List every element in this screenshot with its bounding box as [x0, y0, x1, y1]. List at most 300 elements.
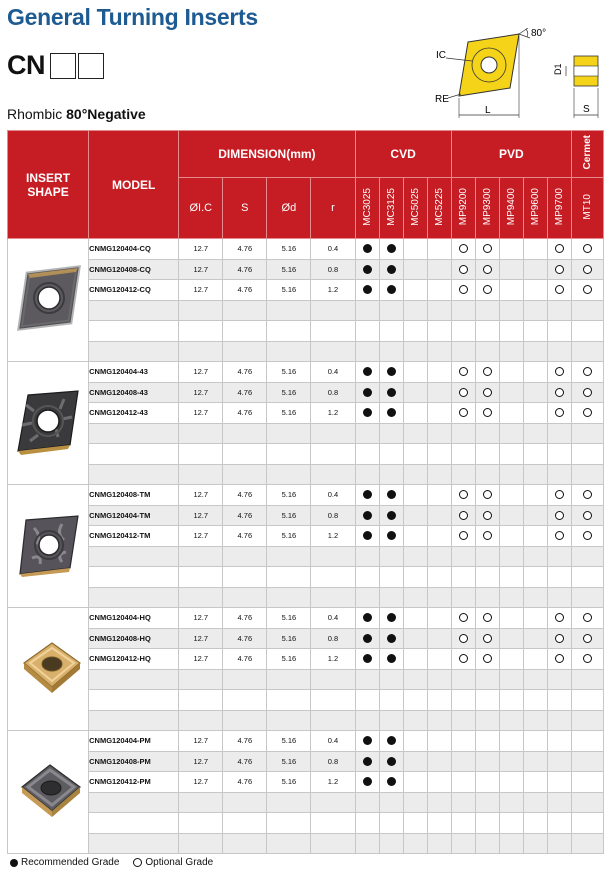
- grade-cell: [547, 362, 571, 383]
- dimension-cell: [223, 690, 267, 711]
- dimension-cell: [179, 690, 223, 711]
- grade-col-header: MP9200: [451, 178, 475, 239]
- grade-cell: [451, 751, 475, 772]
- grade-cell: [379, 526, 403, 547]
- dimension-cell: [179, 833, 223, 854]
- model-cell: CNMG120412-CQ: [89, 280, 179, 301]
- grade-cell: [523, 382, 547, 403]
- grade-cell: [451, 567, 475, 588]
- grade-cell: [475, 751, 499, 772]
- grade-cell: [547, 710, 571, 731]
- legend-recommended: Recommended Grade: [10, 857, 119, 868]
- dimension-cell: [267, 813, 311, 834]
- recommended-dot-icon: [363, 265, 372, 274]
- recommended-dot-icon: [387, 757, 396, 766]
- grade-cell: [571, 300, 603, 321]
- optional-circle-icon: [583, 388, 592, 397]
- dimension-cell: 5.16: [267, 362, 311, 383]
- shape-name: Rhombic: [7, 106, 63, 122]
- dimension-cell: [179, 710, 223, 731]
- grade-cell: [451, 280, 475, 301]
- dimension-cell: 12.7: [179, 382, 223, 403]
- grade-cell: [379, 546, 403, 567]
- dim-col-header: S: [223, 178, 267, 239]
- grade-cell: [403, 567, 427, 588]
- grade-cell: [427, 485, 451, 506]
- grade-cell: [523, 772, 547, 793]
- dimension-cell: [311, 321, 355, 342]
- grade-cell: [451, 792, 475, 813]
- insert-hq-icon: [8, 608, 89, 731]
- grade-cell: [403, 751, 427, 772]
- grade-cell: [379, 485, 403, 506]
- dimension-cell: 5.16: [267, 280, 311, 301]
- grade-cell: [523, 833, 547, 854]
- optional-circle-icon: [459, 654, 468, 663]
- grade-cell: [499, 423, 523, 444]
- grade-cell: [379, 751, 403, 772]
- empty-row: [8, 669, 604, 690]
- recommended-dot-icon: [387, 367, 396, 376]
- dimension-cell: 5.16: [267, 731, 311, 752]
- table-row: [8, 751, 604, 772]
- grade-cell: [355, 259, 379, 280]
- table-row: [8, 280, 604, 301]
- grade-cell: [523, 341, 547, 362]
- grade-cell: [475, 403, 499, 424]
- grade-cell: [547, 464, 571, 485]
- grade-cell: [547, 239, 571, 260]
- dimension-cell: [267, 587, 311, 608]
- grade-cell: [379, 259, 403, 280]
- dimension-cell: 4.76: [223, 382, 267, 403]
- grade-cell: [379, 792, 403, 813]
- dimension-cell: 4.76: [223, 649, 267, 670]
- dimension-cell: [267, 546, 311, 567]
- grade-cell: [427, 464, 451, 485]
- grade-cell: [475, 321, 499, 342]
- dimension-cell: 12.7: [179, 649, 223, 670]
- grade-cell: [403, 669, 427, 690]
- grade-cell: [547, 382, 571, 403]
- dimension-cell: 5.16: [267, 526, 311, 547]
- dimension-cell: 4.76: [223, 751, 267, 772]
- dimension-cell: [179, 587, 223, 608]
- page-title: General Turning Inserts: [7, 4, 258, 30]
- grade-cell: [355, 526, 379, 547]
- model-cell: [89, 792, 179, 813]
- grade-cell: [571, 587, 603, 608]
- l-label: L: [485, 105, 491, 116]
- optional-circle-icon: [555, 388, 564, 397]
- grade-cell: [475, 259, 499, 280]
- recommended-dot-icon: [387, 511, 396, 520]
- optional-circle-icon: [483, 613, 492, 622]
- grade-cell: [403, 833, 427, 854]
- dimension-cell: 5.16: [267, 649, 311, 670]
- dimension-cell: 5.16: [267, 772, 311, 793]
- grade-cell: [451, 608, 475, 629]
- grade-cell: [499, 362, 523, 383]
- dimension-cell: [179, 813, 223, 834]
- dimension-cell: [223, 423, 267, 444]
- grade-cell: [427, 300, 451, 321]
- dimension-cell: 12.7: [179, 239, 223, 260]
- optional-circle-icon: [459, 265, 468, 274]
- grade-cell: [403, 444, 427, 465]
- dimension-cell: 5.16: [267, 608, 311, 629]
- grade-cell: [499, 280, 523, 301]
- optional-circle-icon: [555, 511, 564, 520]
- dimension-cell: 0.8: [311, 259, 355, 280]
- model-cell: CNMG120412-TM: [89, 526, 179, 547]
- grade-cell: [427, 690, 451, 711]
- grade-cell: [475, 464, 499, 485]
- grade-cell: [403, 587, 427, 608]
- grade-cell: [499, 608, 523, 629]
- grade-cell: [451, 710, 475, 731]
- grade-col-header: MP9600: [523, 178, 547, 239]
- grade-cell: [571, 649, 603, 670]
- grade-cell: [499, 403, 523, 424]
- optional-circle-icon: [583, 285, 592, 294]
- grade-cell: [499, 833, 523, 854]
- dimension-cell: [179, 341, 223, 362]
- grade-cell: [451, 505, 475, 526]
- recommended-dot-icon: [363, 244, 372, 253]
- grade-col-header: MT10: [571, 178, 603, 239]
- insert-spec-table: [7, 130, 604, 854]
- dimension-cell: [179, 669, 223, 690]
- grade-cell: [451, 464, 475, 485]
- grade-cell: [451, 259, 475, 280]
- optional-circle-icon: [459, 367, 468, 376]
- dimension-cell: 4.76: [223, 628, 267, 649]
- grade-cell: [499, 321, 523, 342]
- optional-circle-icon: [483, 388, 492, 397]
- table-row: [8, 382, 604, 403]
- grade-cell: [379, 833, 403, 854]
- grade-cell: [499, 628, 523, 649]
- grade-cell: [379, 669, 403, 690]
- model-cell: CNMG120408-TM: [89, 485, 179, 506]
- grade-cell: [523, 690, 547, 711]
- dimension-cell: [223, 321, 267, 342]
- grade-cell: [403, 382, 427, 403]
- grade-cell: [379, 505, 403, 526]
- dimension-cell: [179, 546, 223, 567]
- grade-cell: [451, 423, 475, 444]
- model-cell: CNMG120404-CQ: [89, 239, 179, 260]
- recommended-dot-icon: [387, 736, 396, 745]
- grade-cell: [451, 341, 475, 362]
- grade-cell: [355, 772, 379, 793]
- grade-cell: [355, 280, 379, 301]
- grade-cell: [571, 485, 603, 506]
- grade-cell: [475, 608, 499, 629]
- dimension-cell: 0.4: [311, 485, 355, 506]
- dimension-cell: 5.16: [267, 382, 311, 403]
- grade-cell: [523, 300, 547, 321]
- dimension-cell: [223, 669, 267, 690]
- grade-cell: [499, 382, 523, 403]
- table-row: [8, 403, 604, 424]
- grade-cell: [355, 546, 379, 567]
- optional-circle-icon: [483, 265, 492, 274]
- optional-circle-icon: [483, 511, 492, 520]
- grade-cell: [427, 792, 451, 813]
- optional-circle-icon: [583, 613, 592, 622]
- dimension-cell: [311, 341, 355, 362]
- dimension-cell: 12.7: [179, 731, 223, 752]
- grade-cell: [379, 403, 403, 424]
- optional-circle-icon: [459, 285, 468, 294]
- model-cell: [89, 587, 179, 608]
- recommended-dot-icon: [387, 265, 396, 274]
- optional-circle-icon: [459, 490, 468, 499]
- dimension-cell: [311, 300, 355, 321]
- dimension-cell: [267, 444, 311, 465]
- optional-circle-icon: [583, 511, 592, 520]
- shape-description: [7, 106, 146, 122]
- dimension-cell: [179, 300, 223, 321]
- grade-cell: [427, 382, 451, 403]
- grade-cell: [523, 731, 547, 752]
- grade-cell: [379, 423, 403, 444]
- dimension-cell: [311, 567, 355, 588]
- optional-circle-icon: [583, 367, 592, 376]
- grade-cell: [403, 321, 427, 342]
- grade-cell: [379, 362, 403, 383]
- grade-cell: [475, 628, 499, 649]
- optional-circle-icon: [483, 408, 492, 417]
- grade-cell: [499, 813, 523, 834]
- grade-cell: [403, 792, 427, 813]
- grade-cell: [451, 690, 475, 711]
- grade-cell: [523, 567, 547, 588]
- dimension-cell: 5.16: [267, 751, 311, 772]
- model-cell: CNMG120412-PM: [89, 772, 179, 793]
- code-box: [78, 53, 104, 79]
- dimension-cell: [179, 792, 223, 813]
- grade-cell: [499, 444, 523, 465]
- dimension-cell: 1.2: [311, 403, 355, 424]
- dimension-cell: 4.76: [223, 772, 267, 793]
- grade-cell: [355, 382, 379, 403]
- grade-cell: [571, 362, 603, 383]
- grade-cell: [571, 321, 603, 342]
- optional-circle-icon: [555, 265, 564, 274]
- grade-cell: [523, 239, 547, 260]
- grade-cell: [571, 259, 603, 280]
- grade-cell: [499, 485, 523, 506]
- grade-cell: [451, 403, 475, 424]
- optional-circle-icon: [555, 367, 564, 376]
- grade-cell: [571, 546, 603, 567]
- table-row: [8, 362, 604, 383]
- d1-label: D1: [553, 63, 563, 75]
- grade-cell: [571, 710, 603, 731]
- dimension-cell: [311, 587, 355, 608]
- dimension-cell: 4.76: [223, 731, 267, 752]
- dimension-cell: [267, 567, 311, 588]
- grade-cell: [547, 628, 571, 649]
- grade-cell: [379, 341, 403, 362]
- grade-cell: [403, 403, 427, 424]
- recommended-dot-icon: [363, 367, 372, 376]
- grade-cell: [475, 485, 499, 506]
- model-cell: CNMG120404-HQ: [89, 608, 179, 629]
- dimension-cell: [311, 464, 355, 485]
- s-label: S: [583, 104, 590, 115]
- grade-cell: [499, 587, 523, 608]
- grade-cell: [547, 546, 571, 567]
- grade-cell: [427, 280, 451, 301]
- empty-row: [8, 690, 604, 711]
- optional-circle-icon: [555, 244, 564, 253]
- optional-circle-icon: [583, 531, 592, 540]
- dimension-cell: [223, 813, 267, 834]
- dimension-cell: [223, 792, 267, 813]
- dimension-cell: [311, 710, 355, 731]
- dimension-cell: 12.7: [179, 751, 223, 772]
- optional-circle-icon: [583, 265, 592, 274]
- dimension-cell: 12.7: [179, 485, 223, 506]
- dimension-cell: 5.16: [267, 403, 311, 424]
- dimension-cell: 1.2: [311, 649, 355, 670]
- dimension-cell: 0.4: [311, 362, 355, 383]
- grade-cell: [571, 751, 603, 772]
- table-row: [8, 239, 604, 260]
- table-row: [8, 731, 604, 752]
- dim-col-header: ØI.C: [179, 178, 223, 239]
- grade-cell: [571, 813, 603, 834]
- ic-label: IC: [436, 50, 446, 61]
- grade-cell: [355, 444, 379, 465]
- table-row: [8, 628, 604, 649]
- grade-cell: [475, 526, 499, 547]
- grade-cell: [355, 833, 379, 854]
- grade-cell: [451, 382, 475, 403]
- grade-cell: [499, 772, 523, 793]
- grade-cell: [427, 567, 451, 588]
- dimension-cell: 0.8: [311, 382, 355, 403]
- table-row: [8, 608, 604, 629]
- grade-cell: [523, 608, 547, 629]
- recommended-dot-icon: [363, 408, 372, 417]
- grade-cell: [499, 710, 523, 731]
- table-row: [8, 259, 604, 280]
- angle-marker: [519, 28, 530, 38]
- dimension-cell: 4.76: [223, 403, 267, 424]
- dimension-cell: 12.7: [179, 772, 223, 793]
- dimension-cell: [223, 567, 267, 588]
- grade-cell: [523, 485, 547, 506]
- grade-cell: [403, 731, 427, 752]
- grade-cell: [547, 731, 571, 752]
- grade-cell: [379, 280, 403, 301]
- insert-code: [7, 50, 104, 81]
- grade-cell: [571, 567, 603, 588]
- grade-cell: [571, 444, 603, 465]
- empty-row: [8, 833, 604, 854]
- grade-cell: [475, 382, 499, 403]
- grade-cell: [355, 341, 379, 362]
- model-cell: [89, 444, 179, 465]
- grade-cell: [475, 731, 499, 752]
- grade-cell: [523, 710, 547, 731]
- grade-cell: [475, 772, 499, 793]
- grade-cell: [403, 813, 427, 834]
- dim-col-header: r: [311, 178, 355, 239]
- model-cell: [89, 300, 179, 321]
- grade-cell: [379, 587, 403, 608]
- optional-circle-icon: [555, 408, 564, 417]
- grade-cell: [379, 628, 403, 649]
- grade-col-header: MP9700: [547, 178, 571, 239]
- grade-cell: [427, 649, 451, 670]
- dimension-cell: [223, 464, 267, 485]
- optional-circle-icon: [459, 408, 468, 417]
- grade-cell: [523, 259, 547, 280]
- grade-cell: [571, 608, 603, 629]
- dimension-cell: 5.16: [267, 628, 311, 649]
- dimension-cell: [179, 321, 223, 342]
- grade-cell: [475, 567, 499, 588]
- grade-cell: [379, 444, 403, 465]
- grade-cell: [355, 239, 379, 260]
- grade-cell: [451, 649, 475, 670]
- code-box: [50, 53, 76, 79]
- grade-cell: [451, 772, 475, 793]
- insert-43-icon: [8, 362, 89, 485]
- grade-cell: [403, 362, 427, 383]
- grade-cell: [427, 813, 451, 834]
- dimension-cell: 4.76: [223, 608, 267, 629]
- grade-cell: [475, 546, 499, 567]
- recommended-dot-icon: [363, 654, 372, 663]
- grade-cell: [403, 423, 427, 444]
- grade-cell: [427, 362, 451, 383]
- grade-cell: [475, 505, 499, 526]
- insert-tm-icon: [8, 485, 89, 608]
- dimension-cell: 0.8: [311, 751, 355, 772]
- dimension-cell: 0.8: [311, 505, 355, 526]
- empty-row: [8, 792, 604, 813]
- grade-cell: [475, 239, 499, 260]
- optional-circle-icon: [459, 613, 468, 622]
- grade-cell: [403, 526, 427, 547]
- optional-circle-icon: [483, 244, 492, 253]
- dimension-cell: 5.16: [267, 239, 311, 260]
- recommended-dot-icon: [387, 285, 396, 294]
- model-cell: [89, 423, 179, 444]
- grade-cell: [523, 751, 547, 772]
- optional-circle-icon: [583, 244, 592, 253]
- grade-cell: [355, 300, 379, 321]
- grade-cell: [547, 423, 571, 444]
- model-cell: [89, 710, 179, 731]
- pvd-header: PVD: [451, 131, 571, 178]
- grade-cell: [355, 690, 379, 711]
- grade-cell: [571, 526, 603, 547]
- dimension-cell: [267, 321, 311, 342]
- dimension-cell: 12.7: [179, 505, 223, 526]
- dimension-cell: [267, 833, 311, 854]
- dimension-cell: [311, 669, 355, 690]
- grade-cell: [379, 772, 403, 793]
- model-cell: CNMG120404-TM: [89, 505, 179, 526]
